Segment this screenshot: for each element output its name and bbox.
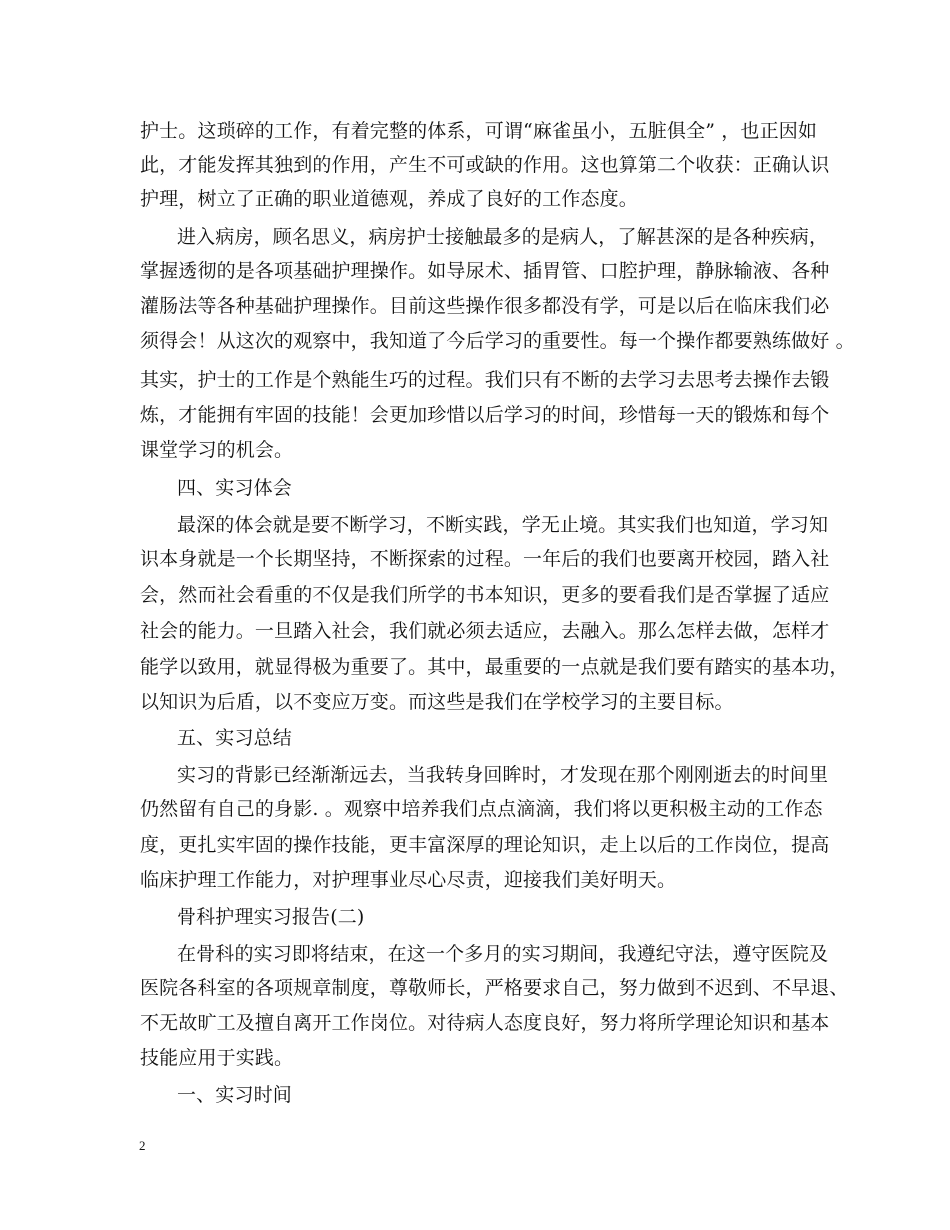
section-heading: 一、实习时间 xyxy=(177,1084,292,1106)
text-line: 实习的背影已经渐渐远去，当我转身回眸时，才发现在那个刚刚逝去的时间里 xyxy=(177,764,829,786)
text-line: 识本身就是一个长期坚持，不断探索的过程。一年后的我们也要离开校园，踏入社 xyxy=(140,548,830,570)
section-heading: 五、实习总结 xyxy=(177,727,292,749)
text-line: 进入病房，顾名思义，病房护士接触最多的是病人，了解甚深的是各种疾病， xyxy=(177,226,829,248)
text-line: 最深的体会就是要不断学习，不断实践，学无止境。其实我们也知道，学习知 xyxy=(177,514,829,536)
page-number: 2 xyxy=(139,1138,146,1153)
section-heading: 骨科护理实习报告(二) xyxy=(177,906,365,928)
text-line: 须得会！从这次的观察中，我知道了今后学习的重要性。每一个操作都要熟练做好 。 xyxy=(140,330,855,352)
text-line: 临床护理工作能力，对护理事业尽心尽责，迎接我们美好明天。 xyxy=(140,869,677,891)
text-line: 度，更扎实牢固的操作技能，更丰富深厚的理论知识，走上以后的工作岗位，提高 xyxy=(140,834,830,856)
text-line: 灌肠法等各种基础护理操作。目前这些操作很多都没有学，可是以后在临床我们必 xyxy=(140,295,830,317)
text-line: 护士。这琐碎的工作，有着完整的体系，可谓“麻雀虽小，五脏俱全” ，也正因如 xyxy=(140,120,818,142)
text-line: 掌握透彻的是各项基础护理操作。如导尿术、插胃管、口腔护理，静脉输液、各种 xyxy=(140,260,830,282)
text-line: 技能应用于实践。 xyxy=(140,1047,294,1069)
text-line: 以知识为后盾，以不变应万变。而这些是我们在学校学习的主要目标。 xyxy=(140,691,734,713)
text-line: 在骨科的实习即将结束，在这一个多月的实习期间，我遵纪守法，遵守医院及 xyxy=(177,943,829,965)
text-line: 仍然留有自己的身影. 。观察中培养我们点点滴滴，我们将以更积极主动的工作态 xyxy=(140,798,823,820)
text-line: 不无故旷工及擅自离开工作岗位。对待病人态度良好，努力将所学理论知识和基本 xyxy=(140,1012,830,1034)
text-line: 能学以致用，就显得极为重要了。其中，最重要的一点就是我们要有踏实的基本功， xyxy=(140,656,849,678)
text-line: 此，才能发挥其独到的作用，产生不可或缺的作用。这也算第二个收获：正确认识 xyxy=(140,154,830,176)
text-line: 课堂学习的机会。 xyxy=(140,439,294,461)
section-heading: 四、实习体会 xyxy=(177,477,292,499)
text-line: 炼，才能拥有牢固的技能！会更加珍惜以后学习的时间，珍惜每一天的锻炼和每个 xyxy=(140,404,830,426)
text-line: 其实，护士的工作是个熟能生巧的过程。我们只有不断的去学习去思考去操作去锻 xyxy=(140,369,830,391)
text-line: 护理，树立了正确的职业道德观，养成了良好的工作态度。 xyxy=(140,188,638,210)
text-line: 会，然而社会看重的不仅是我们所学的书本知识，更多的要看我们是否掌握了适应 xyxy=(140,584,830,606)
text-line: 医院各科室的各项规章制度，尊敬师长，严格要求自己，努力做到不迟到、不早退、 xyxy=(140,977,849,999)
text-line: 社会的能力。一旦踏入社会，我们就必须去适应，去融入。那么怎样去做，怎样才 xyxy=(140,620,830,642)
